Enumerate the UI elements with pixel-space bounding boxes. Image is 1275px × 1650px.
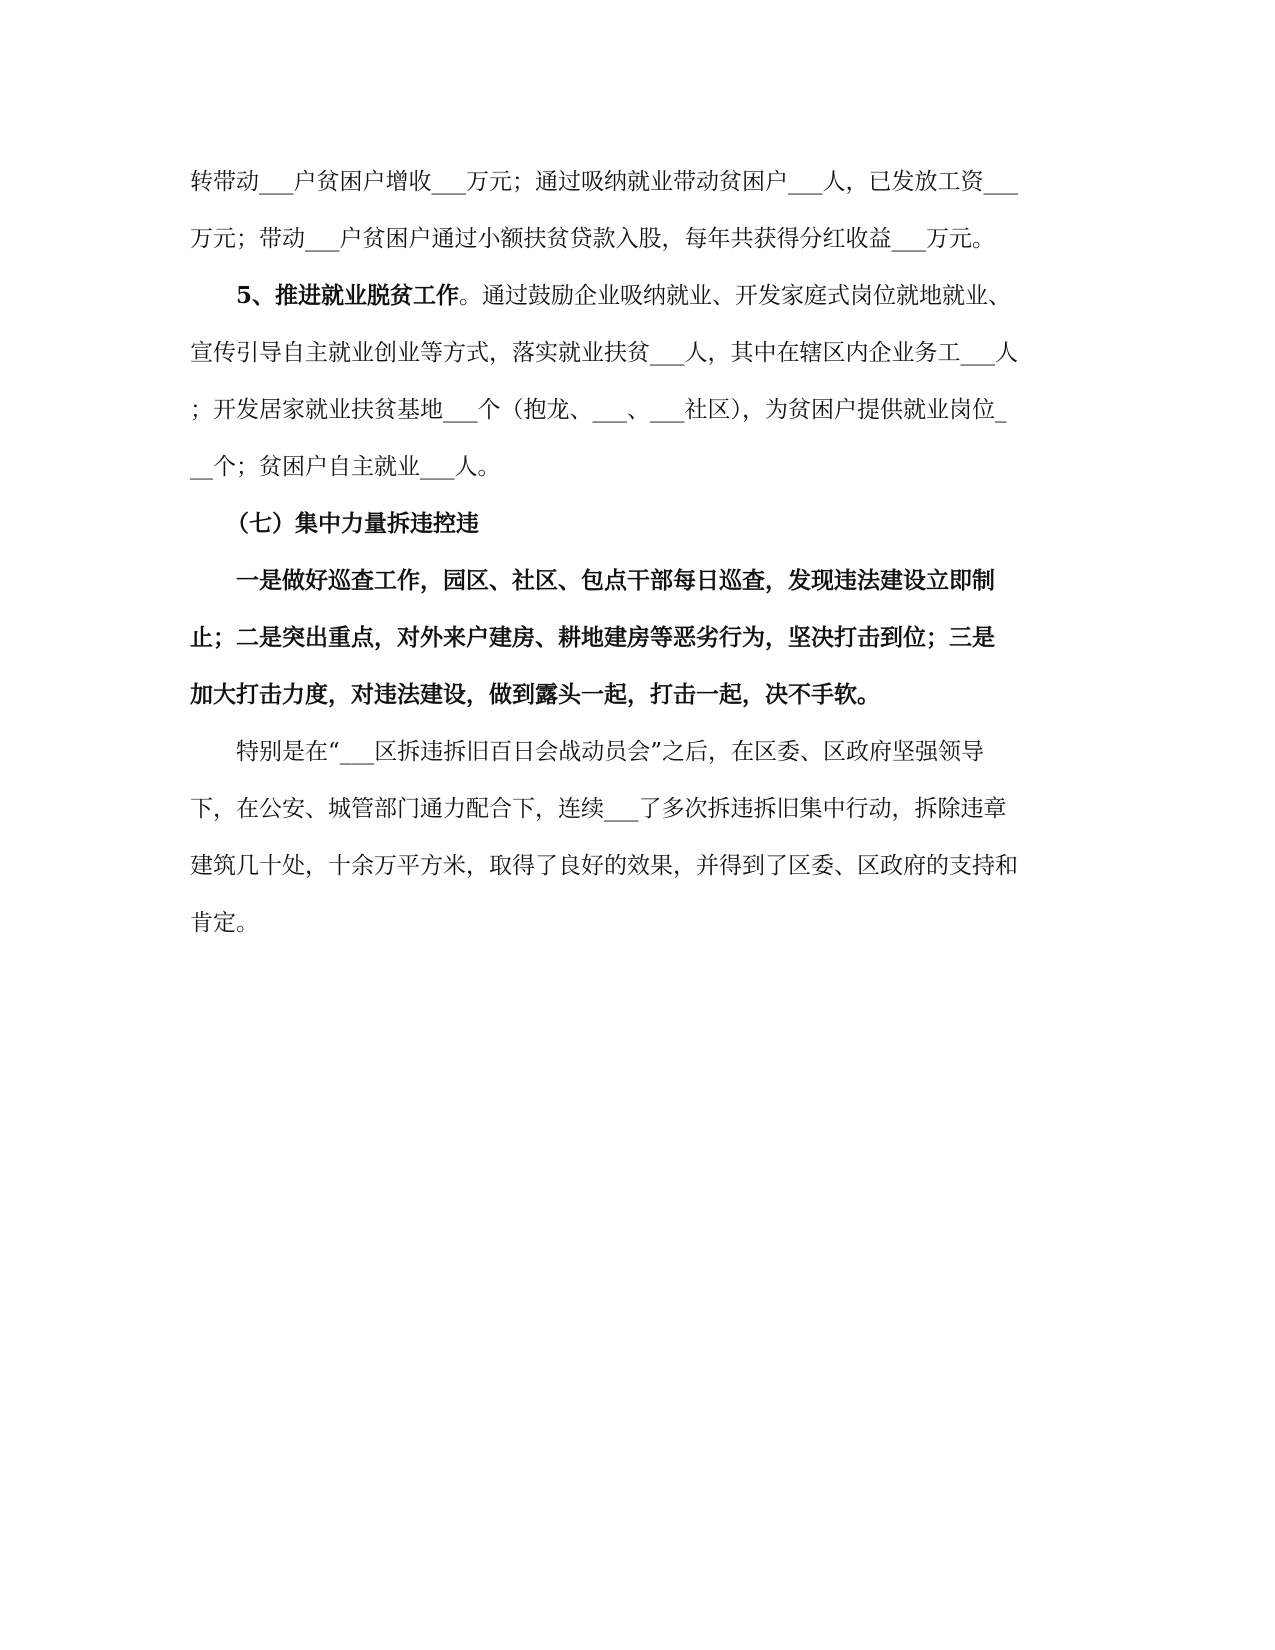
section-7-heading: （七）集中力量拆违控违 bbox=[226, 510, 479, 537]
paragraph-line-14: 肯定。 bbox=[190, 910, 259, 936]
bold-paragraph-line-1: 一是做好巡查工作，园区、社区、包点干部每日巡查，发现违法建设立即制 bbox=[236, 567, 995, 594]
paragraph-line-13: 建筑几十处，十余万平方米，取得了良好的效果，并得到了区委、区政府的支持和 bbox=[190, 853, 1018, 879]
paragraph-line-12: 下，在公安、城管部门通力配合下，连续___了多次拆违拆旧集中行动，拆除违章 bbox=[190, 796, 1007, 822]
section-5-heading: 5、推进就业脱贫工作 bbox=[236, 282, 460, 309]
section-5-line bbox=[236, 280, 1011, 312]
section-5-text: 。通过鼓励企业吸纳就业、开发家庭式岗位就地就业、 bbox=[459, 283, 1012, 309]
paragraph-line-11: 特别是在“___区拆违拆旧百日会战动员会”之后，在区委、区政府坚强领导 bbox=[236, 739, 985, 765]
paragraph-line-4: 宣传引导自主就业创业等方式，落实就业扶贫___人，其中在辖区内企业务工___人 bbox=[190, 340, 1018, 366]
paragraph-line-1: 转带动___户贫困户增收___万元；通过吸纳就业带动贫困户___人，已发放工资___ bbox=[190, 169, 1018, 195]
paragraph-line-5: ；开发居家就业扶贫基地___个（抱龙、___、___社区），为贫困户提供就业岗位_ bbox=[190, 397, 1007, 423]
paragraph-line-6: __个；贫困户自主就业___人。 bbox=[190, 454, 501, 480]
bold-paragraph-line-3: 加大打击力度，对违法建设，做到露头一起，打击一起，决不手软。 bbox=[190, 681, 880, 708]
bold-paragraph-line-2: 止；二是突出重点，对外来户建房、耕地建房等恶劣行为，坚决打击到位；三是 bbox=[190, 624, 995, 651]
paragraph-line-2: 万元；带动___户贫困户通过小额扶贫贷款入股，每年共获得分红收益___万元。 bbox=[190, 226, 995, 252]
